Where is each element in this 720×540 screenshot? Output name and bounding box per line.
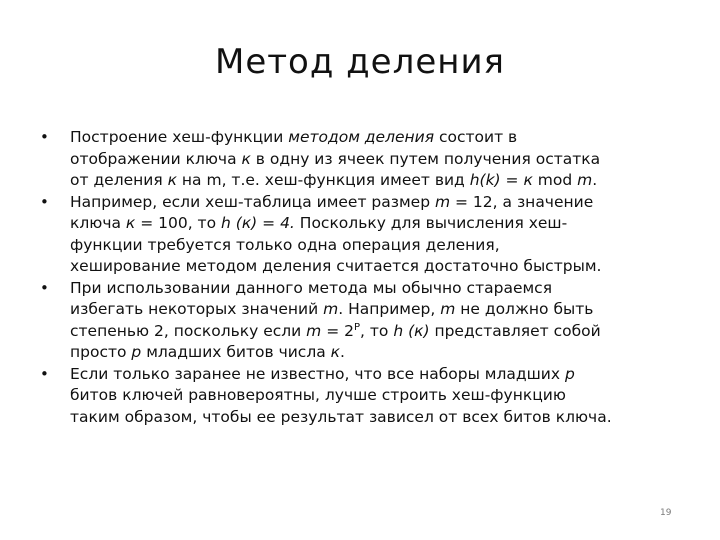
text-run: . Например,: [338, 300, 441, 318]
bullet-line: [70, 170, 690, 192]
bullet-line: [70, 342, 690, 364]
text-run-italic: к: [125, 214, 136, 232]
bullet-line: [70, 127, 690, 149]
text-run: от деления: [70, 171, 168, 189]
bullet-marker: •: [40, 192, 49, 211]
bullet-line: [70, 321, 690, 343]
text-run: , то: [360, 321, 394, 340]
text-run-italic: m: [577, 171, 593, 189]
text-run-italic: к: [167, 171, 177, 189]
text-run-italic: к: [241, 149, 251, 168]
text-run-italic: методом деления: [288, 128, 435, 146]
text-run: избегать некоторых значений: [70, 300, 324, 318]
text-run-italic: m: [323, 300, 339, 318]
text-run-italic: h (к) = 4.: [221, 214, 295, 232]
text-run: = 12, а значение: [450, 192, 594, 211]
text-run: на m, т.е. хеш-функция имеет вид: [176, 171, 470, 189]
text-run-italic: p: [564, 364, 575, 383]
bullet-marker: •: [40, 278, 49, 297]
bullet-line: [70, 364, 690, 386]
bullet-line: [70, 213, 690, 235]
bullet-line: [70, 192, 690, 214]
text-run: степенью 2, поскольку если: [70, 321, 307, 340]
text-run: Поскольку для вычисления хеш-: [294, 214, 568, 232]
text-run: mod: [532, 171, 578, 189]
text-run-italic: m: [434, 192, 451, 211]
bullet-list: [40, 127, 690, 428]
text-run: = 100, то: [135, 214, 222, 232]
text-run-italic: m: [440, 300, 456, 318]
text-run: .: [340, 343, 345, 361]
text-run: состоит в: [434, 128, 518, 146]
text-run: не должно быть: [455, 300, 594, 318]
bullet-line: При использовании данного метода мы обычно стараемся: [70, 278, 553, 297]
text-run: просто: [70, 343, 132, 361]
bullet-item: [40, 364, 690, 429]
text-run-superscript: P: [353, 321, 361, 333]
bullet-line: [70, 149, 690, 171]
text-run-italic: h (к): [393, 321, 430, 340]
text-run: Построение хеш-функции: [70, 128, 289, 146]
text-run: представляет собой: [429, 321, 601, 340]
bullet-line: хеширование методом деления считается достаточно быстрым.: [70, 257, 602, 275]
text-run: в одну из ячеек путем получения остатка: [250, 149, 601, 168]
bullet-marker: •: [40, 364, 49, 383]
bullet-item: [40, 278, 690, 364]
text-run: = 2: [321, 321, 354, 340]
bullet-marker: •: [40, 128, 49, 146]
text-run-italic: к: [330, 343, 341, 361]
page-number: 19: [660, 508, 672, 518]
bullet-line: таким образом, чтобы ее результат зависел от всех битов ключа.: [70, 407, 612, 426]
slide-title: Метод деления: [214, 42, 506, 82]
text-run-italic: h(k) = к: [469, 171, 533, 189]
text-run: младших битов числа: [141, 343, 331, 361]
text-run: Если только заранее не известно, что все наборы младших: [70, 364, 565, 383]
text-run-italic: m: [306, 321, 322, 340]
text-run-italic: p: [131, 343, 142, 361]
text-run: .: [592, 171, 598, 189]
bullet-line: функции требуется только одна операция деления,: [70, 235, 500, 254]
text-run: ключа: [70, 214, 126, 232]
bullet-item: [40, 192, 690, 278]
bullet-line: битов ключей равновероятны, лучше строить хеш-функцию: [70, 386, 566, 404]
bullet-line: [70, 299, 690, 321]
bullet-item: [40, 127, 690, 192]
text-run: Например, если хеш-таблица имеет размер: [70, 192, 435, 211]
text-run: отображении ключа: [70, 149, 242, 168]
